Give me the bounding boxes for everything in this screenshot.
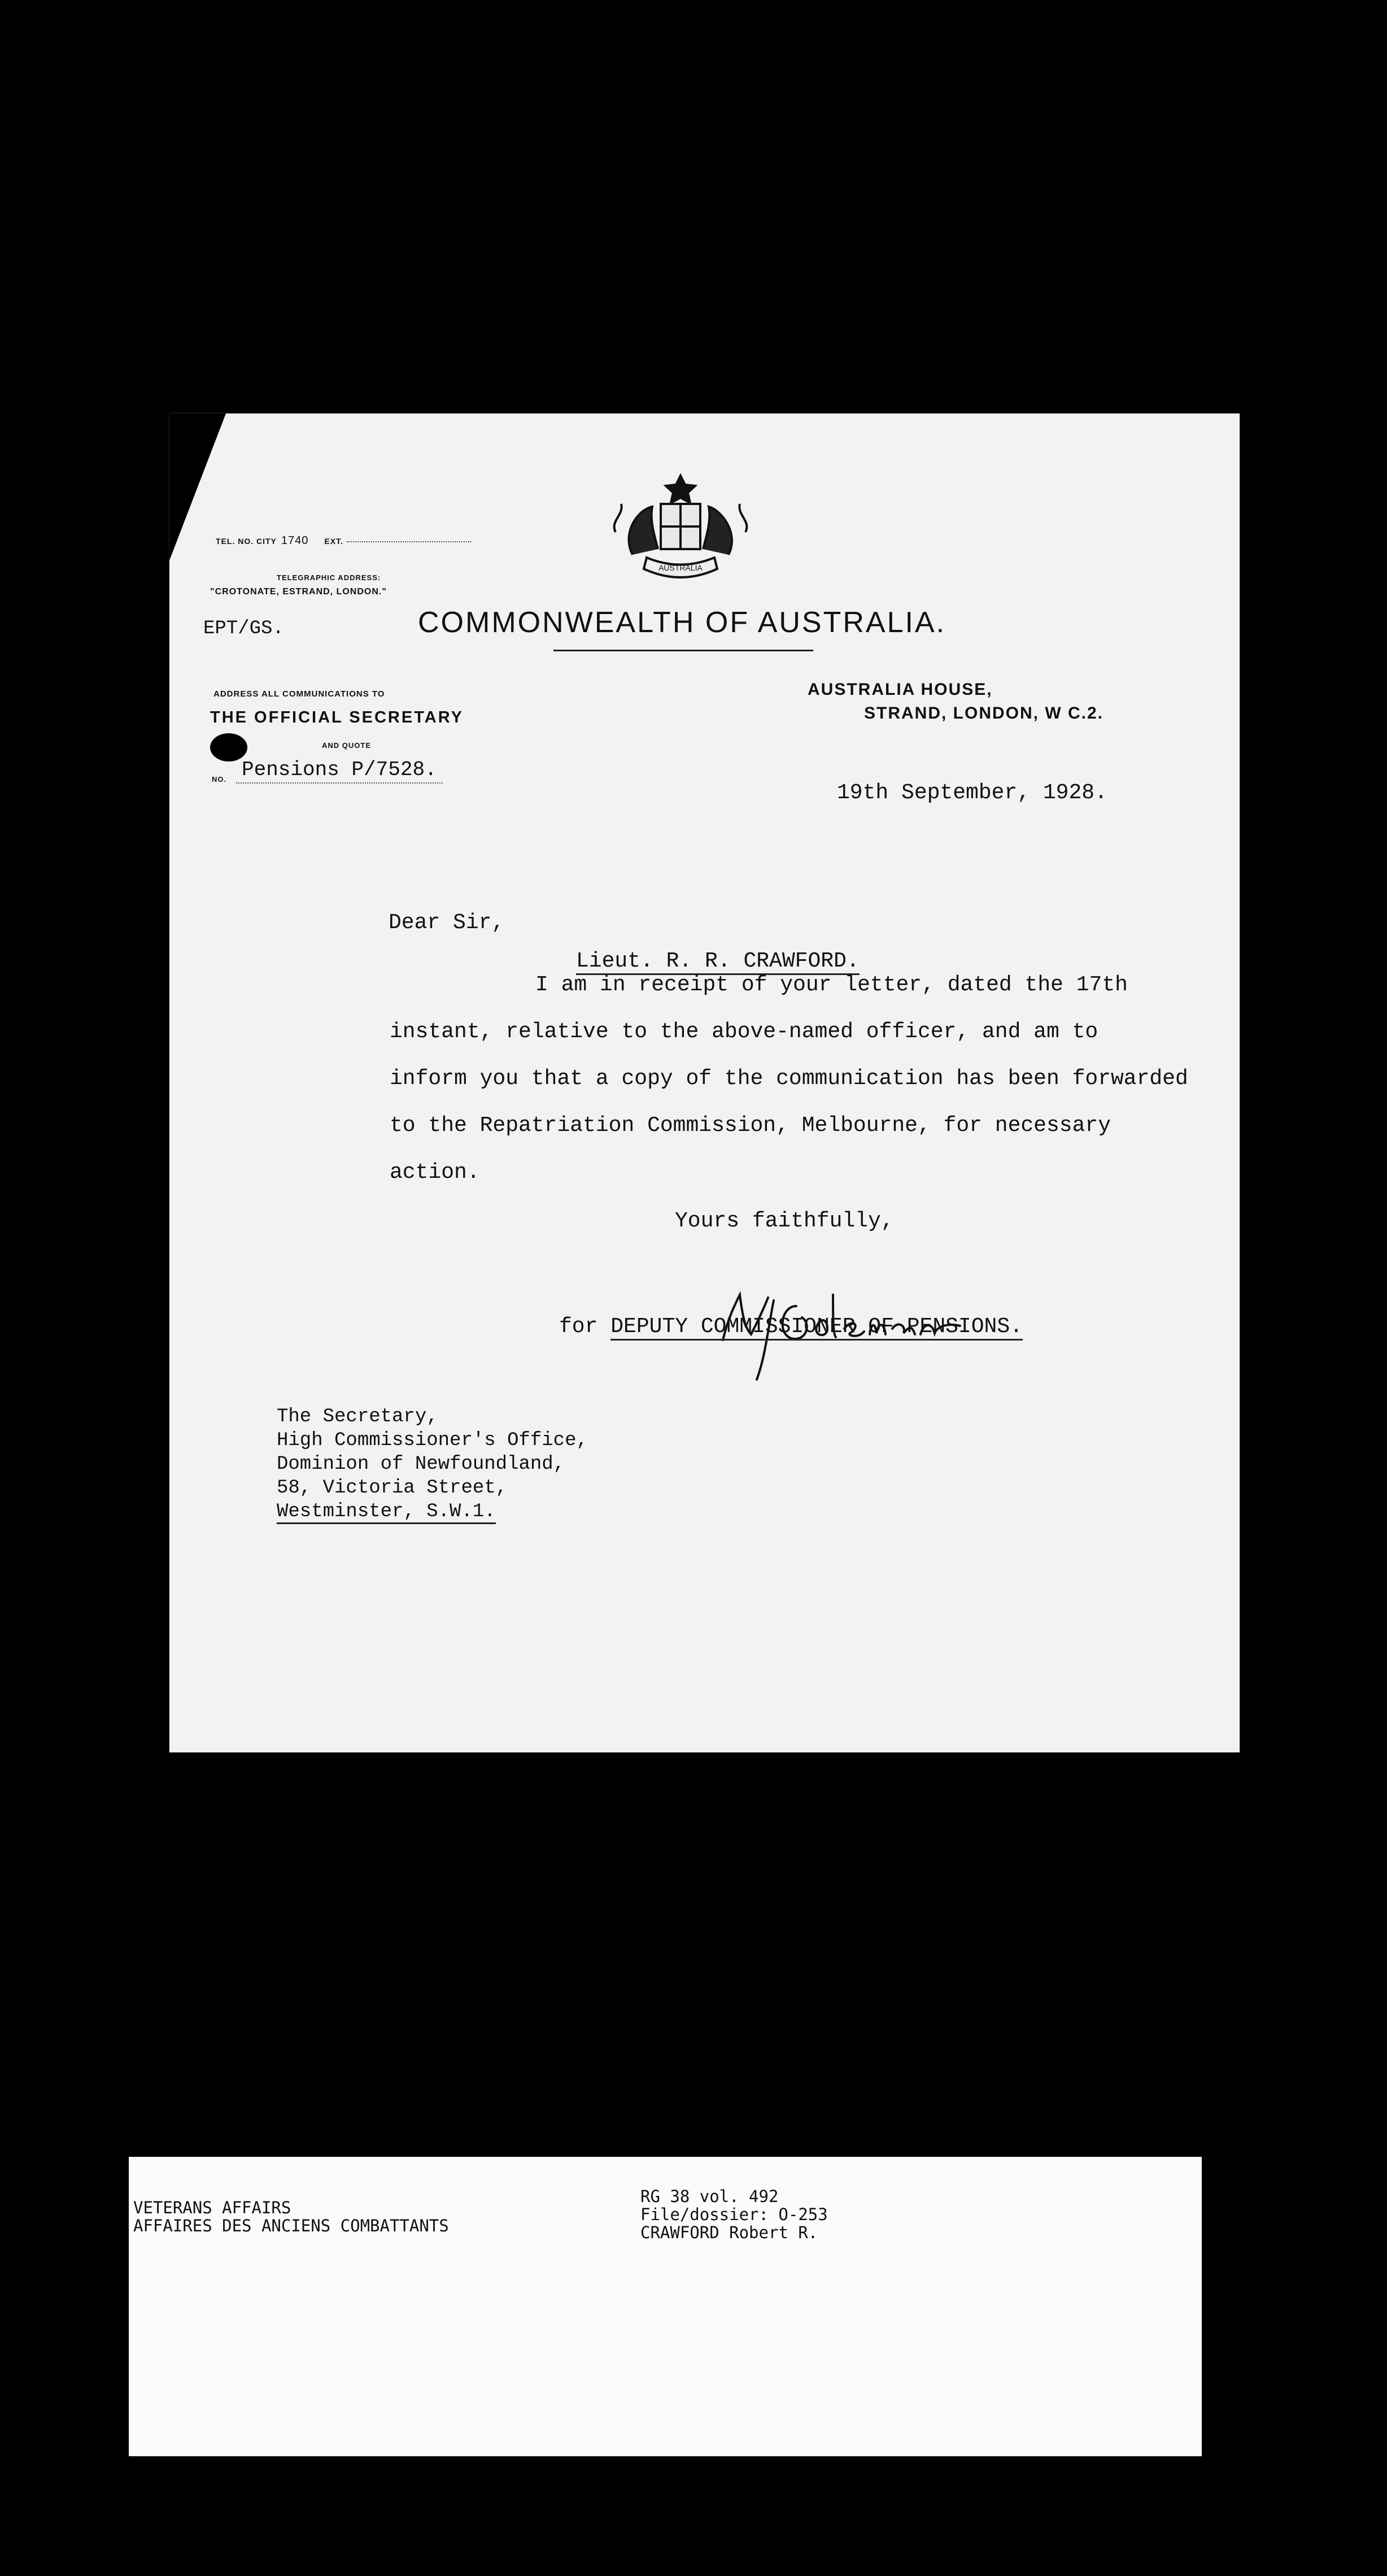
coat-of-arms-emblem <box>599 464 762 589</box>
recipient-line: High Commissioner's Office, <box>277 1430 588 1451</box>
ext-blank <box>347 541 471 542</box>
address-line-2: STRAND, LONDON, W C.2. <box>864 704 1104 723</box>
quote-label: AND QUOTE <box>322 741 371 750</box>
reference-code: EPT/GS. <box>203 618 284 639</box>
letter-page <box>169 414 1240 1752</box>
telegraph-address: "CROTONATE, ESTRAND, LONDON." <box>210 587 387 597</box>
address-line-1: AUSTRALIA HOUSE, <box>808 680 993 699</box>
letter-date: 19th September, 1928. <box>837 781 1107 805</box>
department-line-en: VETERANS AFFAIRS <box>133 2198 291 2217</box>
recipient-line: The Secretary, <box>277 1406 438 1428</box>
address-label: ADDRESS ALL COMMUNICATIONS TO <box>213 689 385 699</box>
archive-department <box>133 2199 449 2235</box>
body-line: I am in receipt of your letter, dated the 17th <box>535 973 1128 997</box>
signatory-line <box>559 1315 1023 1339</box>
official-secretary: THE OFFICIAL SECRETARY <box>210 708 464 726</box>
telephone-line <box>216 534 471 547</box>
letterhead-title: COMMONWEALTH OF AUSTRALIA. <box>418 606 947 639</box>
recipient-line: 58, Victoria Street, <box>277 1477 508 1499</box>
archive-label-card <box>129 2157 1202 2456</box>
recipient-line: Dominion of Newfoundland, <box>277 1454 565 1475</box>
body-line: action. <box>390 1160 480 1185</box>
ext-label: EXT. <box>324 537 343 546</box>
body-line: inform you that a copy of the communication has been forwarded <box>390 1067 1188 1091</box>
archive-reference <box>640 2187 828 2242</box>
tel-number: 1740 <box>281 534 309 547</box>
salutation: Dear Sir, <box>389 911 505 935</box>
record-group: RG 38 vol. 492 <box>640 2187 779 2206</box>
recipient-line: Westminster, S.W.1. <box>277 1501 496 1524</box>
crest-motto: AUSTRALIA <box>658 563 703 572</box>
file-number: File/dossier: O-253 <box>640 2205 828 2224</box>
telegraph-label: TELEGRAPHIC ADDRESS: <box>277 573 381 582</box>
recipient-address <box>277 1405 588 1524</box>
australia-house-address <box>808 678 1104 725</box>
body-line: to the Repatriation Commission, Melbourne, for necessary <box>390 1113 1111 1138</box>
number-label: NO. <box>212 775 227 784</box>
department-line-fr: AFFAIRES DES ANCIENS COMBATTANTS <box>133 2216 449 2235</box>
punch-hole <box>210 733 247 762</box>
for-prefix: for <box>559 1315 598 1339</box>
signatory-title: DEPUTY COMMISSIONER OF PENSIONS. <box>610 1315 1023 1341</box>
body-line: instant, relative to the above-named officer, and am to <box>390 1020 1098 1044</box>
quote-reference: Pensions P/7528. <box>236 758 443 784</box>
title-rule <box>553 650 813 651</box>
tel-label: TEL. NO. CITY <box>216 537 277 546</box>
subject-name: CRAWFORD Robert R. <box>640 2223 818 2242</box>
closing: Yours faithfully, <box>675 1209 894 1233</box>
subject-line: Lieut. R. R. CRAWFORD. <box>576 949 860 975</box>
